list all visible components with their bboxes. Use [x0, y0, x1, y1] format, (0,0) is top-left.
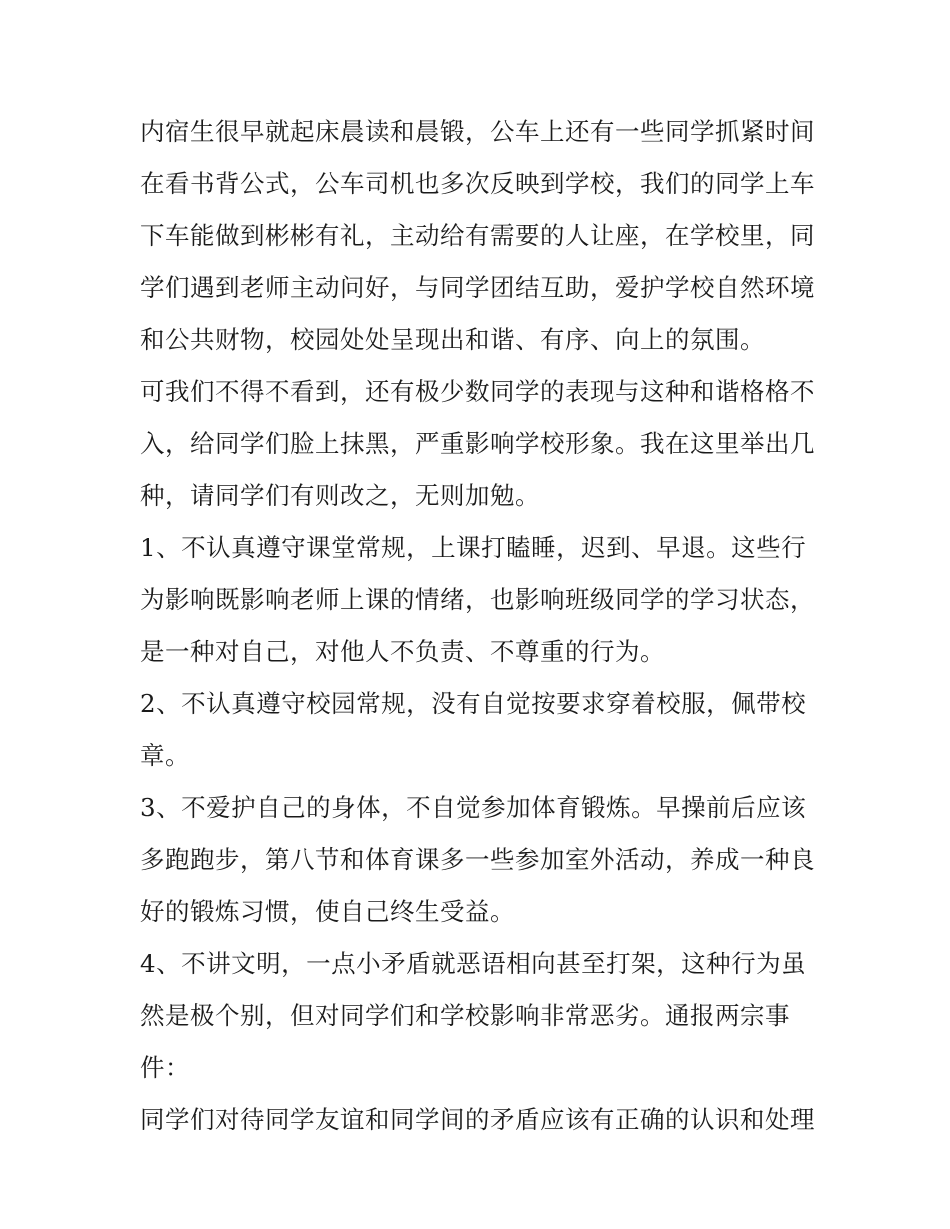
text-line: 是一种对自己，对他人不负责、不尊重的行为。 [140, 637, 665, 666]
text-line: 和公共财物，校园处处呈现出和谐、有序、向上的氛围。 [140, 325, 765, 354]
text-line: 3、不爱护自己的身体，不自觉参加体育锻炼。早操前后应该 [140, 793, 807, 822]
document-body [140, 106, 830, 1146]
text-line: 多跑跑步，第八节和体育课多一些参加室外活动，养成一种良 [140, 845, 815, 874]
text-line: 2、不认真遵守校园常规，没有自觉按要求穿着校服，佩带校 [140, 689, 807, 718]
text-line: 章。 [140, 741, 190, 770]
text-line: 4、不讲文明，一点小矛盾就恶语相向甚至打架，这种行为虽 [140, 949, 807, 978]
text-line: 可我们不得不看到，还有极少数同学的表现与这种和谐格格不 [140, 377, 815, 406]
text-line: 同学们对待同学友谊和同学间的矛盾应该有正确的认识和处理 [140, 1105, 815, 1134]
text-line: 学们遇到老师主动问好，与同学团结互助，爱护学校自然环境 [140, 273, 815, 302]
text-line: 种，请同学们有则改之，无则加勉。 [140, 481, 540, 510]
text-line: 好的锻炼习惯，使自己终生受益。 [140, 897, 515, 926]
text-line: 为影响既影响老师上课的情绪，也影响班级同学的学习状态， [140, 585, 815, 614]
text-line: 然是极个别，但对同学们和学校影响非常恶劣。通报两宗事 [140, 1001, 790, 1030]
text-line: 在看书背公式，公车司机也多次反映到学校，我们的同学上车 [140, 169, 815, 198]
text-line: 件： [140, 1053, 190, 1082]
text-line: 入，给同学们脸上抹黑，严重影响学校形象。我在这里举出几 [140, 429, 815, 458]
text-line: 下车能做到彬彬有礼，主动给有需要的人让座，在学校里，同 [140, 221, 815, 250]
text-line: 1、不认真遵守课堂常规，上课打瞌睡，迟到、早退。这些行 [140, 533, 807, 562]
text-line: 内宿生很早就起床晨读和晨锻，公车上还有一些同学抓紧时间 [140, 117, 815, 146]
